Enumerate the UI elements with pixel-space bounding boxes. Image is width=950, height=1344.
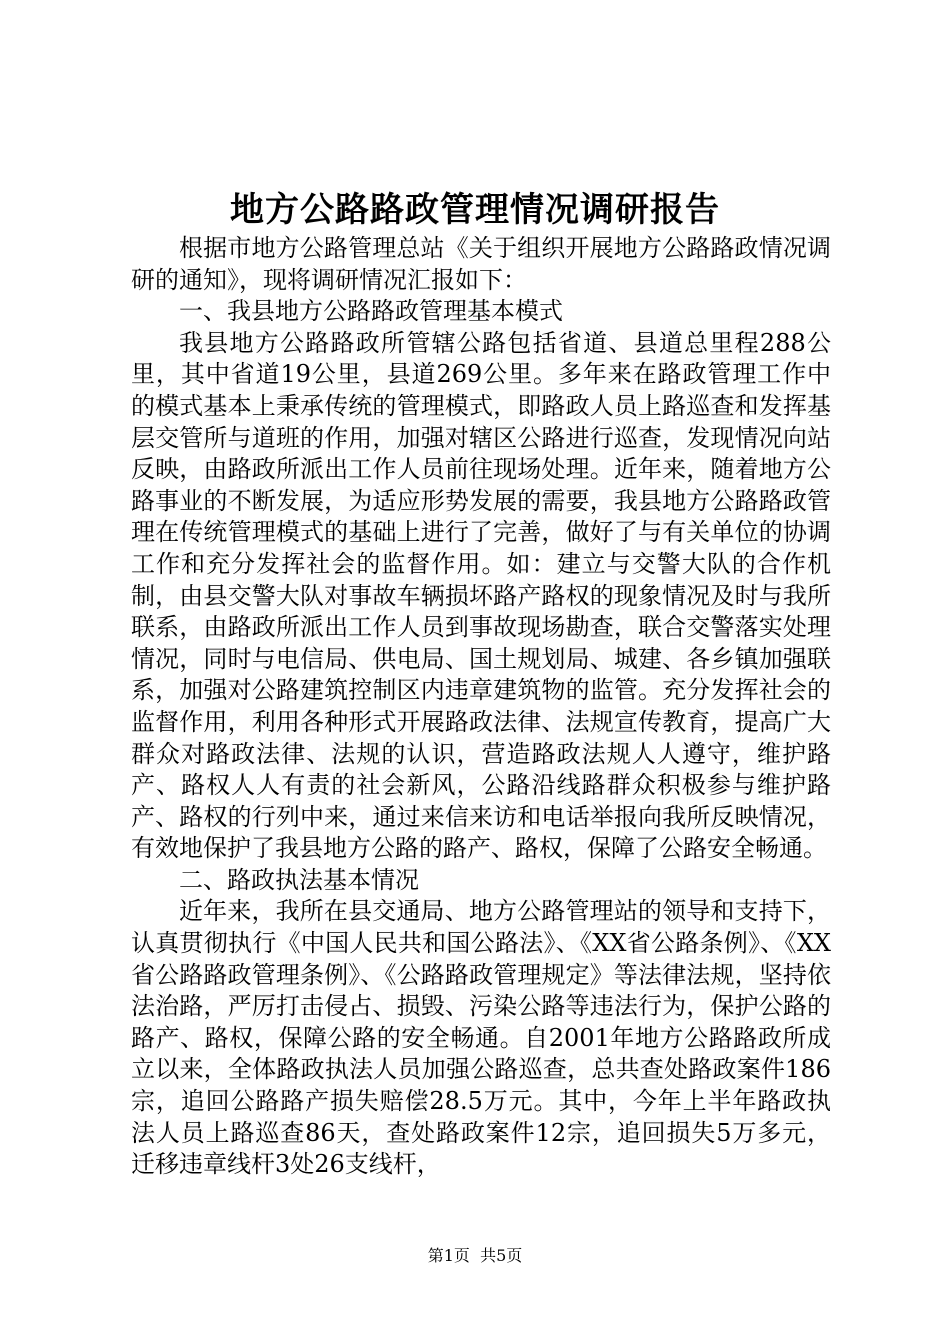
intro-paragraph: 根据市地方公路管理总站《关于组织开展地方公路路政情况调研的通知》，现将调研情况汇报如下： bbox=[131, 234, 831, 294]
document-title: 地方公路路政管理情况调研报告 bbox=[230, 190, 720, 230]
section-2-paragraph: 近年来，我所在县交通局、地方公路管理站的领导和支持下，认真贯彻执行《中国人民共和国公路法》、《XX省公路条例》、《XX省公路路政管理条例》、《公路路政管理规定》等法律法规，坚持依法治路，严厉打击侵占、损毁、污染公路等违法行为，保护公路的路产、路权，保障公路的安全畅通。自2001年地方公路路政所成立以来，全体路政执法人员加强公路巡查，总共查处路政案件186宗，追回公路路产损失赔偿28.5万元。其中，今年上半年路政执法人员上路巡查86天，查处路政案件12宗，追回损失5万多元，迁移违章线杆3处26支线杆， bbox=[131, 897, 831, 1179]
page-footer bbox=[0, 1245, 950, 1267]
section-1-heading: 一、我县地方公路路政管理基本模式 bbox=[179, 297, 563, 326]
document-body bbox=[131, 233, 831, 1181]
section-2-heading: 二、路政执法基本情况 bbox=[179, 865, 419, 894]
page-number: 第1页 bbox=[427, 1246, 470, 1265]
section-1-paragraph: 我县地方公路路政所管辖公路包括省道、县道总里程288公里，其中省道19公里，县道269公里。多年来在路政管理工作中的模式基本上秉承传统的管理模式，即路政人员上路巡查和发挥基层交管所与道班的作用，加强对辖区公路进行巡查，发现情况向站反映，由路政所派出工作人员前往现场处理。近年来，随着地方公路事业的不断发展，为适应形势发展的需要，我县地方公路路政管理在传统管理模式的基础上进行了完善，做好了与有关单位的协调工作和充分发挥社会的监督作用。如：建立与交警大队的合作机制，由县交警大队对事故车辆损坏路产路权的现象情况及时与我所联系，由路政所派出工作人员到事故现场勘查，联合交警落实处理情况，同时与电信局、供电局、国土规划局、城建、各乡镇加强联系，加强对公路建筑控制区内违章建筑物的监管。充分发挥社会的监督作用，利用各种形式开展路政法律、法规宣传教育，提高广大群众对路政法律、法规的认识，营造路政法规人人遵守，维护路产、路权人人有责的社会新风，公路沿线路群众积极参与维护路产、路权的行列中来，通过来信来访和电话举报向我所反映情况，有效地保护了我县地方公路的路产、路权，保障了公路安全畅通。 bbox=[131, 328, 831, 863]
page-total: 共5页 bbox=[480, 1246, 523, 1265]
